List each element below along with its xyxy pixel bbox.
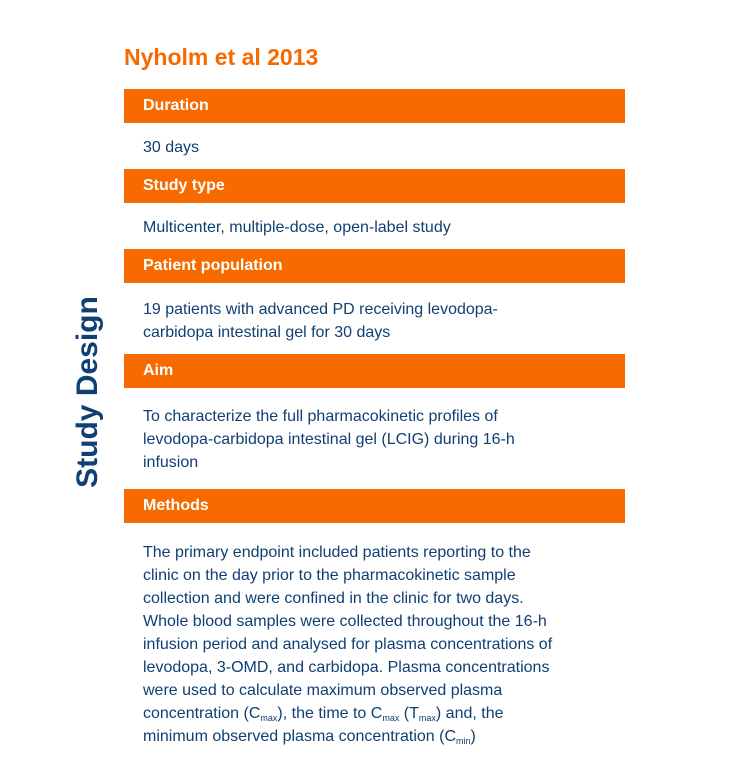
section-body-aim xyxy=(143,405,613,474)
section-header-methods: Methods xyxy=(124,489,625,523)
section-header-aim: Aim xyxy=(124,354,625,388)
text-fragment: minimum observed plasma concentration (C xyxy=(143,728,457,745)
body-line: 19 patients with advanced PD receiving levodopa- xyxy=(143,301,498,318)
body-line: clinic on the day prior to the pharmacokinetic sample xyxy=(143,567,516,584)
text-fragment: ) and, the xyxy=(435,705,504,722)
page-title: Nyholm et al 2013 xyxy=(124,44,319,70)
section-body-duration: 30 days xyxy=(143,139,200,156)
body-line: The primary endpoint included patients reporting to the xyxy=(143,544,531,561)
subscript: min xyxy=(456,736,471,746)
subscript: max xyxy=(382,713,400,723)
body-line xyxy=(143,725,623,748)
text-fragment: concentration (C xyxy=(143,705,261,722)
body-line: To characterize the full pharmacokinetic profiles of xyxy=(143,408,498,425)
body-line: collection and were confined in the clinic for two days. xyxy=(143,590,524,607)
body-line: carbidopa intestinal gel for 30 days xyxy=(143,324,391,341)
text-fragment: (T xyxy=(399,705,419,722)
body-line: Whole blood samples were collected throughout the 16-h xyxy=(143,613,547,630)
section-body-methods xyxy=(143,541,623,748)
body-line: levodopa, 3-OMD, and carbidopa. Plasma concentrations xyxy=(143,659,550,676)
body-line: infusion xyxy=(143,454,199,471)
section-header-patient-population: Patient population xyxy=(124,249,625,283)
body-line: levodopa-carbidopa intestinal gel (LCIG) during 16-h xyxy=(143,431,515,448)
subscript: max xyxy=(260,713,278,723)
body-line: infusion period and analysed for plasma concentrations of xyxy=(143,636,553,653)
subscript: max xyxy=(418,713,436,723)
body-line xyxy=(143,702,623,725)
side-label-text: Study Design xyxy=(71,296,104,488)
section-header-study-type: Study type xyxy=(124,169,625,203)
body-line: were used to calculate maximum observed plasma xyxy=(143,682,503,699)
text-fragment: ), the time to C xyxy=(277,705,383,722)
section-body-patient-population xyxy=(143,298,613,344)
text-fragment: ) xyxy=(470,728,476,745)
section-header-duration: Duration xyxy=(124,89,625,123)
section-body-study-type: Multicenter, multiple-dose, open-label study xyxy=(143,219,451,236)
